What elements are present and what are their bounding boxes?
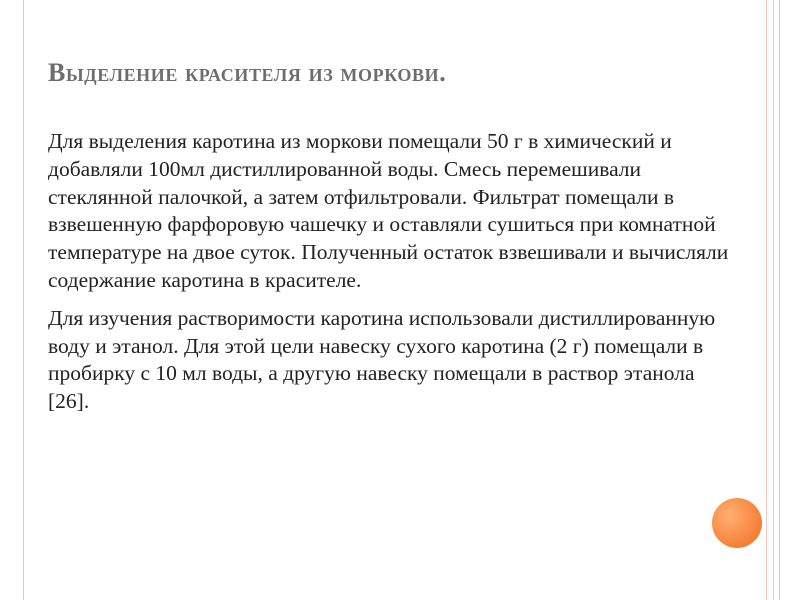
left-frame-border — [0, 0, 24, 600]
decorative-circle — [712, 498, 762, 548]
slide-title: Выделение красителя из моркови. — [48, 58, 447, 87]
slide-content — [48, 128, 738, 426]
paragraph-2: Для изучения растворимости каротина использовали дистиллированную воду и этанол. Для этой цели навеску сухого каротина (2 г) помещали в пробирку с 10 мл воды, а другую навеску помещали в раствор этанола [26]. — [48, 305, 716, 414]
right-frame-border — [766, 0, 800, 600]
paragraph-1: Для выделения каротина из моркови помещали 50 г в химический и добавляли 100мл дистиллированной воды. Смесь перемешивали стеклянной палочкой, а затем отфильтровали. Фильтрат помещали в взвешенную фарфоровую чашечку и оставляли сушиться при комнатной температуре на двое суток. Полученный остаток взвешивали и вычисляли содержание каротина в красителе. — [48, 129, 729, 292]
